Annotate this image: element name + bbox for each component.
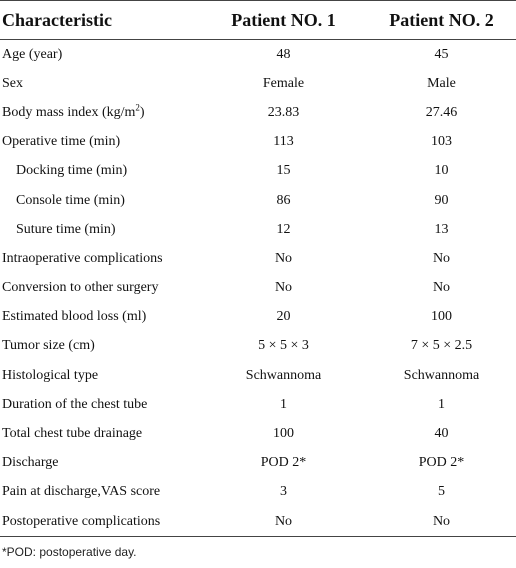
table-row (0, 478, 516, 507)
row-label-text: Postoperative complications (2, 513, 161, 529)
row-label-text: Suture time (min) (16, 221, 116, 237)
table-header (0, 1, 516, 40)
cell-patient-2: 27.46 (425, 104, 458, 120)
header-patient-1: Patient NO. 1 (200, 1, 367, 40)
cell-patient-1: No (274, 250, 293, 266)
table-row (0, 274, 516, 303)
row-label-tail: ) (139, 104, 145, 120)
row-label-text: Tumor size (cm) (2, 338, 95, 354)
cell-patient-1: 1 (280, 396, 287, 412)
table-row (0, 244, 516, 273)
table-row (0, 361, 516, 390)
row-label (0, 274, 200, 303)
cell-patient-2: 100 (431, 309, 452, 325)
header-row (0, 1, 516, 40)
cell-patient-1: 20 (276, 309, 291, 325)
table-row (0, 303, 516, 332)
row-label-text: Discharge (2, 455, 59, 471)
cell-patient-2: Male (427, 75, 456, 91)
table-row (0, 332, 516, 361)
row-label-superscript: 2 (135, 102, 140, 113)
cell-patient-2: 1 (438, 396, 445, 412)
cell-patient-1: 15 (276, 163, 291, 179)
cell-patient-1: 23.83 (267, 104, 300, 120)
cell-patient-2: 103 (431, 134, 452, 150)
row-label-text: Total chest tube drainage (2, 426, 143, 442)
cell-patient-1: 5 × 5 × 3 (258, 338, 309, 354)
row-label (0, 215, 200, 244)
row-label (0, 449, 200, 478)
table-row (0, 40, 516, 70)
cell-patient-2: 10 (434, 163, 449, 179)
cell-patient-1: 86 (276, 192, 291, 208)
row-label (0, 361, 200, 390)
cell-patient-2: POD 2* (418, 455, 465, 471)
table-row (0, 128, 516, 157)
row-label-text: Body mass index (kg/m (2, 104, 136, 120)
cell-patient-1: No (200, 507, 367, 537)
cell-patient-1: No (274, 280, 293, 296)
row-label-text: Sex (2, 75, 23, 91)
row-label (0, 332, 200, 361)
row-label (0, 69, 200, 98)
row-label-text: Histological type (2, 367, 99, 383)
table-row (0, 98, 516, 127)
row-label-text: Conversion to other surgery (2, 280, 159, 296)
table-row (0, 215, 516, 244)
row-label (0, 390, 200, 419)
table-row (0, 390, 516, 419)
cell-patient-1: Schwannoma (245, 367, 322, 383)
row-label (0, 157, 200, 186)
row-label-text: Duration of the chest tube (2, 396, 148, 412)
cell-patient-1: 113 (273, 134, 294, 150)
table-row (0, 157, 516, 186)
header-patient-2: Patient NO. 2 (367, 1, 516, 40)
row-label (0, 186, 200, 215)
footnote: *POD: postoperative day. (2, 545, 137, 559)
cell-patient-1: POD 2* (260, 455, 307, 471)
row-label (0, 303, 200, 332)
row-label (0, 507, 200, 537)
row-label (0, 419, 200, 448)
row-label (0, 478, 200, 507)
cell-patient-2: 90 (434, 192, 449, 208)
row-label-text: Docking time (min) (16, 163, 128, 179)
row-label (0, 40, 200, 70)
row-label-text: Pain at discharge,VAS score (2, 484, 161, 500)
table-row (0, 69, 516, 98)
row-label (0, 98, 200, 127)
table-row (0, 419, 516, 448)
row-label-text: Console time (min) (16, 192, 125, 208)
header-characteristic: Characteristic (0, 1, 200, 40)
cell-patient-1: 48 (276, 46, 291, 62)
cell-patient-2: 7 × 5 × 2.5 (410, 338, 473, 354)
cell-patient-2: No (432, 280, 451, 296)
table-body (0, 40, 516, 537)
row-label (0, 244, 200, 273)
cell-patient-1: 100 (273, 426, 294, 442)
cell-patient-2: No (432, 250, 451, 266)
cell-patient-1: 12 (276, 221, 291, 237)
cell-patient-2: 13 (434, 221, 449, 237)
row-label-text: Operative time (min) (2, 134, 121, 150)
row-label-text: Intraoperative complications (2, 250, 163, 266)
cell-patient-2: 45 (434, 46, 449, 62)
table-row (0, 449, 516, 478)
cell-patient-2: 5 (438, 484, 445, 500)
cell-patient-1: 3 (280, 484, 287, 500)
table-row (0, 507, 516, 537)
cell-patient-1: Female (262, 75, 305, 91)
row-label-text: Age (year) (2, 46, 63, 62)
cell-patient-2: 40 (434, 426, 449, 442)
cell-patient-2: Schwannoma (403, 367, 480, 383)
row-label-text: Estimated blood loss (ml) (2, 309, 147, 325)
cell-patient-2: No (367, 507, 516, 537)
table-row (0, 186, 516, 215)
row-label (0, 128, 200, 157)
